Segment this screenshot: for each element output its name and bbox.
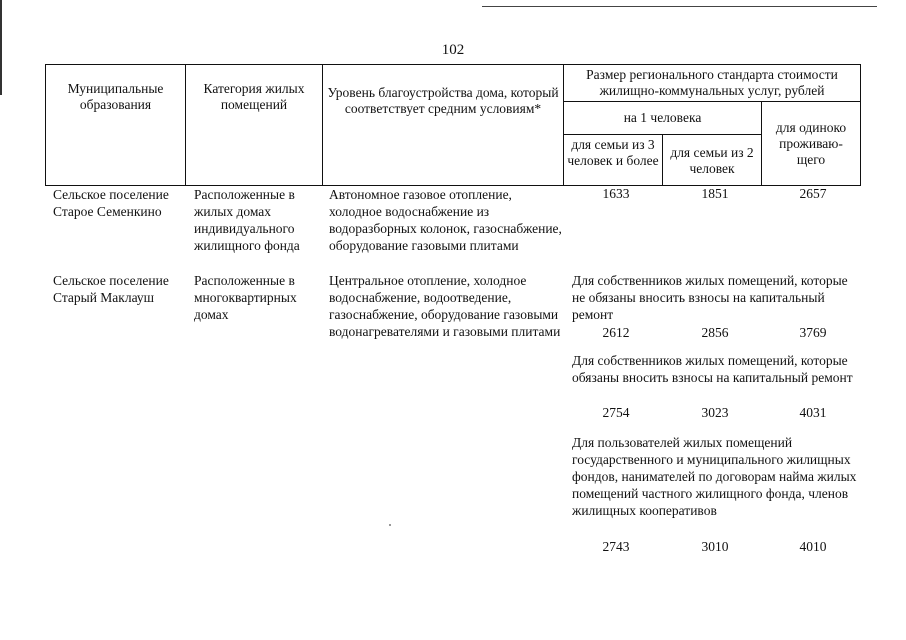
header-municipality: Муниципальные образования — [46, 65, 186, 186]
header-family-3plus: для семьи из 3 человек и более — [564, 135, 663, 186]
header-family-2: для семьи из 2 человек — [663, 135, 762, 186]
header-standard: Размер регионального стандарта стоимости жилищно-коммунальных услуг, рублей — [564, 65, 861, 102]
row1-value-family-3plus: 1633 — [602, 186, 630, 201]
row2-level: Центральное отопление, холодное водоснабжение, водоотведение, газоснабжение, оборудование газовыми водонагревателями и газовыми плитами — [329, 273, 561, 339]
row1-level: Автономное газовое отопление, холодное водоснабжение из водоразборных колонок, газоснабжение, оборудование газовыми плитами — [329, 187, 562, 253]
row2-category: Расположенные в многоквартирных домах — [194, 273, 297, 322]
row2-group1-value-family-3plus: 2612 — [602, 325, 630, 340]
header-per-person: на 1 человека — [564, 102, 762, 135]
page-number: 102 — [441, 42, 465, 58]
row2-municipality: Сельское поселение Старый Маклауш — [53, 273, 169, 305]
row2-group2-label: Для собственников жилых помещений, которые обязаны вносить взносы на капитальный ремонт — [572, 353, 853, 385]
row2-group2-value-family-3plus: 2754 — [602, 405, 630, 420]
row1-value-family-2: 1851 — [701, 186, 729, 201]
row2-group1-value-family-2: 2856 — [701, 325, 729, 340]
row2-group2-value-family-2: 3023 — [701, 405, 729, 420]
row2-group1-label: Для собственников жилых помещений, которые не обязаны вносить взносы на капитальный ремонт — [572, 273, 848, 322]
row2-group3-value-family-2: 3010 — [701, 539, 729, 554]
row2-group3-label: Для пользователей жилых помещений государственного и муниципального жилищных фондов, нанимателей по договорам найма жилых помещений частного жилищного фонда, членов жилищных кооперативов — [572, 435, 857, 518]
header-level: Уровень благоустройства дома, который соответствует средним условиям* — [323, 65, 564, 186]
top-rule — [482, 6, 877, 7]
row2-group3-value-family-3plus: 2743 — [602, 539, 630, 554]
row1-value-single: 2657 — [799, 186, 827, 201]
row2-group1-value-single: 3769 — [799, 325, 827, 340]
row1-municipality: Сельское поселение Старое Семенкино — [53, 187, 169, 219]
row2-group3-value-single: 4010 — [799, 539, 827, 554]
table-header — [45, 64, 861, 186]
row2-group2-value-single: 4031 — [799, 405, 827, 420]
header-single: для одиноко проживаю-щего — [762, 102, 861, 186]
row1-category: Расположенные в жилых домах индивидуального жилищного фонда — [194, 187, 300, 253]
scan-speck — [389, 524, 391, 526]
header-category: Категория жилых помещений — [186, 65, 323, 186]
